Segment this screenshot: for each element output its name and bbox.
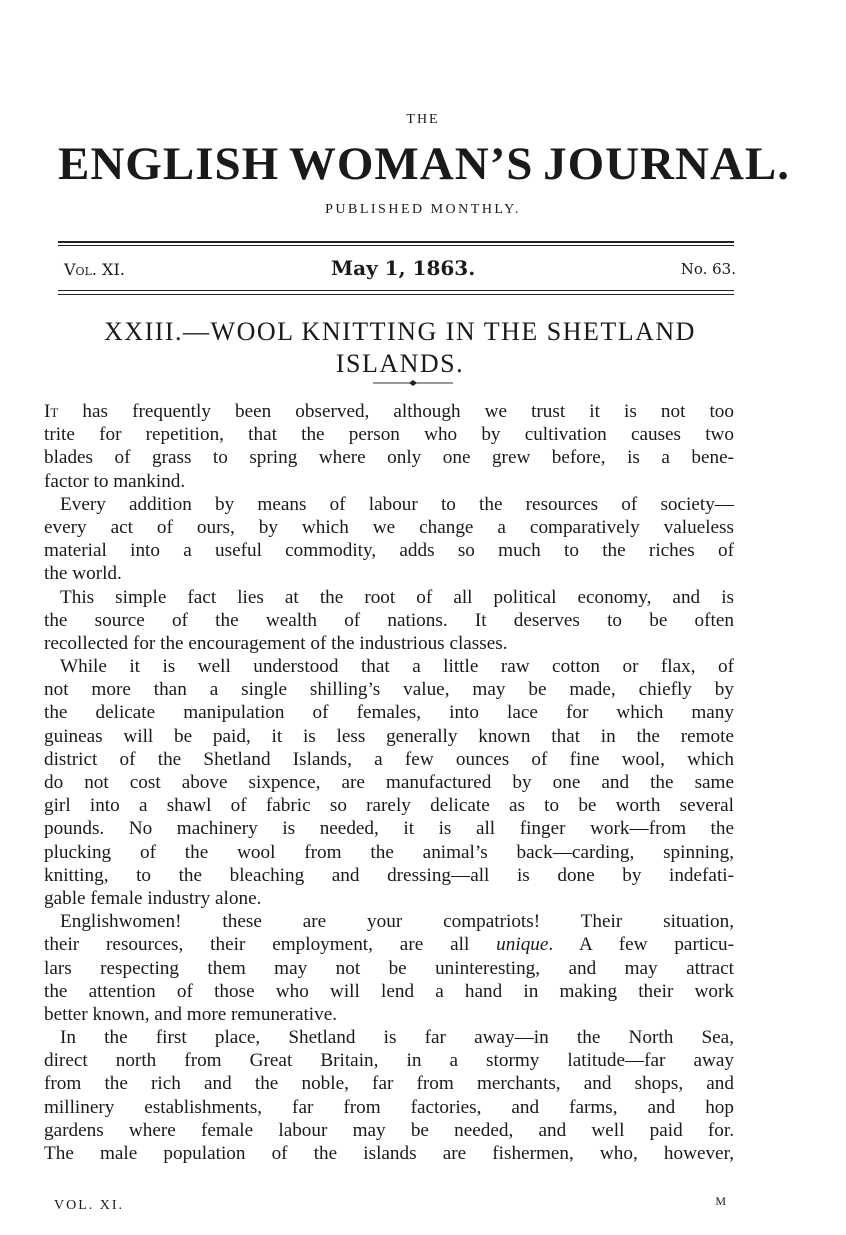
body-line: do not cost above sixpence, are manufactured by one and the same [44, 772, 734, 793]
body-line: factor to mankind. [44, 470, 186, 492]
drop-lead-word: It [44, 401, 59, 422]
body-line: guineas will be paid, it is less generally known that in the remote [44, 725, 734, 747]
body-line: material into a useful commodity, adds so much to the riches of [44, 540, 734, 562]
body-line: the world. [44, 563, 122, 585]
issue-date: May 1, 1863. [331, 256, 476, 280]
issue-number: No. 63. [680, 260, 736, 278]
body-line: the delicate manipulation of females, into lace for which many [44, 702, 734, 724]
body-line: millinery establishments, far from factories, and farms, and hop [44, 1096, 734, 1118]
body-line: Englishwomen! these are your compatriots! Their situation, [60, 911, 734, 933]
body-line: While it is well understood that a little raw cotton or flax, of [60, 656, 734, 678]
body-line: not more than a single shilling’s value, may be made, chiefly by [44, 679, 734, 701]
body-line: pounds. No machinery is needed, it is all finger work—from the [44, 818, 734, 840]
body-line: lars respecting them may not be uninteresting, and may attract [44, 957, 734, 979]
top-rule [58, 241, 734, 243]
body-line: better known, and more remunerative. [44, 1003, 338, 1025]
body-line: knitting, to the bleaching and dressing—all is done by indefati- [44, 864, 734, 886]
masthead-title-word: ENGLISH [58, 138, 280, 190]
body-line: direct north from Great Britain, in a stormy latitude—far away [44, 1050, 734, 1072]
bottom-rule [58, 290, 734, 291]
body-line: the attention of those who will lend a hand in making their work [44, 980, 734, 1002]
signature-mark-left: VOL. XI. [54, 1198, 125, 1213]
masthead-title-word: WOMAN’S [288, 138, 534, 190]
issue-line [64, 256, 736, 280]
article-title-line: XXIII.—WOOL KNITTING IN THE SHETLAND [104, 317, 696, 346]
body-line: district of the Shetland Islands, a few ounces of fine wool, which [44, 748, 734, 770]
body-line: In the first place, Shetland is far away—in the North Sea, [60, 1027, 734, 1049]
masthead-title [58, 136, 790, 192]
title-ornament [373, 379, 453, 387]
body-line: The male population of the islands are fishermen, who, however, [44, 1143, 734, 1164]
body-line: every act of ours, by which we change a comparatively valueless [44, 516, 734, 538]
body-line: from the rich and the noble, far from merchants, and shops, and [44, 1073, 734, 1095]
body-line [44, 400, 734, 423]
body-line [44, 933, 734, 956]
body-line: blades of grass to spring where only one grew before, is a bene- [44, 447, 734, 469]
body-line: girl into a shawl of fabric so rarely delicate as to be worth several [44, 795, 734, 817]
signature-mark-right: M [715, 1194, 726, 1208]
body-line-text: their resources, their employment, are all [44, 934, 497, 956]
masthead-the: THE [406, 112, 440, 127]
body-line: This simple fact lies at the root of all political economy, and is [60, 586, 734, 608]
body-line: the source of the wealth of nations. It deserves to be often [44, 609, 734, 631]
issue-volume: Vol. XI. [64, 260, 125, 279]
body-line: gable female industry alone. [44, 887, 262, 909]
article-title-line: ISLANDS. [335, 349, 465, 378]
bottom-rule-thin [58, 294, 734, 295]
masthead-title-word: JOURNAL. [543, 138, 790, 190]
article-body [44, 400, 734, 1165]
top-rule-thin [58, 245, 734, 246]
body-line: gardens where female labour may be needed, and well paid for. [44, 1119, 734, 1141]
body-line: Every addition by means of labour to the resources of society— [60, 493, 734, 515]
article-title [50, 316, 750, 380]
body-line: recollected for the encouragement of the industrious classes. [44, 632, 508, 654]
masthead-subtitle: PUBLISHED MONTHLY. [325, 202, 521, 217]
body-line-text: has frequently been observed, although we trust it is not too [58, 401, 734, 422]
body-line-text: . A few particu- [548, 934, 735, 956]
body-line: plucking of the wool from the animal’s back—carding, spinning, [44, 841, 734, 863]
body-line: trite for repetition, that the person who by cultivation causes two [44, 424, 734, 446]
emphasis-word: unique [496, 934, 549, 956]
